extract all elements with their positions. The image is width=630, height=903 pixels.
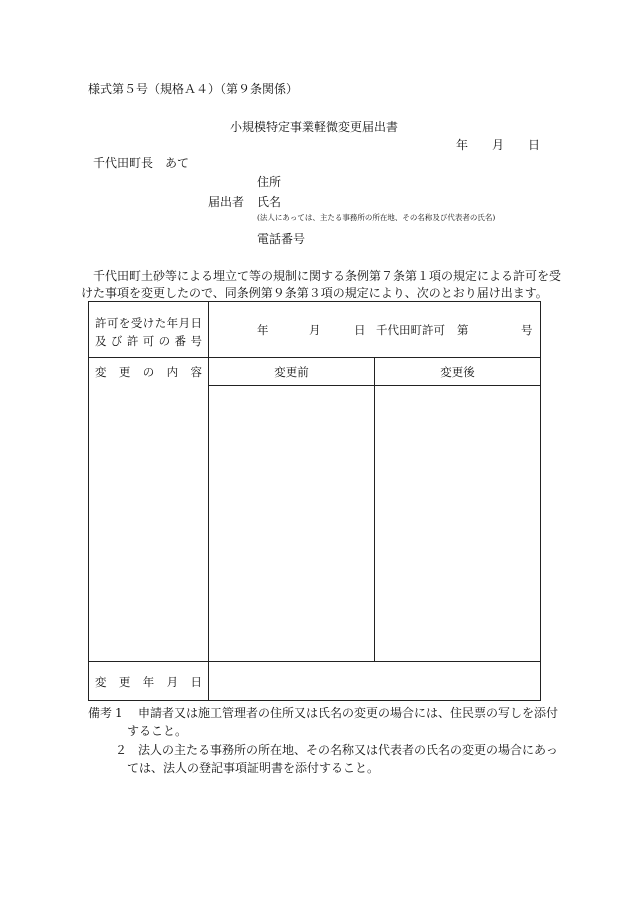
after-header: 変更後 bbox=[375, 358, 541, 386]
permit-go: 号 bbox=[521, 323, 533, 337]
permit-label-line2: 及 び 許 可 の 番 号 bbox=[95, 334, 202, 348]
date-year: 年 bbox=[456, 138, 469, 152]
change-content-label-cell bbox=[89, 358, 209, 662]
permit-year: 年 bbox=[257, 323, 269, 337]
change-date-label: 変 更 年 月 日 bbox=[95, 675, 202, 689]
permit-dai: 第 bbox=[457, 323, 469, 337]
remark-2-line-2: ては、法人の登記事項証明書を添付すること。 bbox=[127, 761, 380, 775]
body-line-2: けた事項を変更したので、同条例第９条第３項の規定により、次のとおり届け出ます。 bbox=[81, 286, 548, 300]
change-date-row bbox=[89, 662, 541, 701]
permit-day: 日 bbox=[354, 323, 366, 337]
change-content-label: 変 更 の 内 容 bbox=[95, 365, 202, 379]
permit-month: 月 bbox=[309, 323, 321, 337]
permit-label-cell bbox=[89, 302, 209, 358]
before-header: 変更前 bbox=[209, 358, 375, 386]
document-title: 小規模特定事業軽微変更届出書 bbox=[230, 120, 399, 134]
remark-2-line-1: 法人の主たる事務所の所在地、その名称又は代表者の氏名の変更の場合にあっ bbox=[138, 743, 558, 757]
form-table bbox=[88, 301, 541, 701]
after-content-field[interactable] bbox=[375, 386, 541, 662]
remark-1-line-1: 申請者又は施工管理者の住所又は氏名の変更の場合には、住民票の写しを添付 bbox=[138, 706, 559, 720]
change-date-label-cell bbox=[89, 662, 209, 701]
change-header-row bbox=[89, 358, 541, 386]
change-date-field[interactable] bbox=[209, 662, 541, 701]
corporate-note: (法人にあっては、主たる事務所の所在地、その名称及び代表者の氏名) bbox=[257, 213, 496, 222]
body-line-1: 千代田町土砂等による埋立て等の規制に関する条例第７条第１項の規定による許可を受 bbox=[93, 269, 562, 283]
remark-1-line-2: すること。 bbox=[127, 724, 188, 738]
permit-office: 千代田町許可 bbox=[376, 323, 445, 337]
before-content-field[interactable] bbox=[209, 386, 375, 662]
permit-row bbox=[89, 302, 541, 358]
applicant-address-label: 住所 bbox=[257, 175, 282, 189]
remark-2-num: ２ bbox=[115, 743, 128, 757]
remarks-label: 備考 bbox=[88, 706, 113, 720]
form-number: 様式第５号（規格Ａ４）（第９条関係） bbox=[88, 82, 299, 96]
date-month: 月 bbox=[492, 138, 505, 152]
applicant-label: 届出者 bbox=[208, 195, 245, 209]
permit-label-line1: 許 可 を 受 け た 年 月 日 bbox=[95, 316, 202, 330]
remark-1-num: 1 bbox=[115, 706, 123, 720]
applicant-phone-label: 電話番号 bbox=[257, 232, 306, 246]
date-day: 日 bbox=[528, 138, 541, 152]
applicant-name-label: 氏名 bbox=[257, 195, 282, 209]
permit-value-cell[interactable] bbox=[209, 302, 541, 358]
addressee: 千代田町長 あて bbox=[93, 156, 190, 170]
